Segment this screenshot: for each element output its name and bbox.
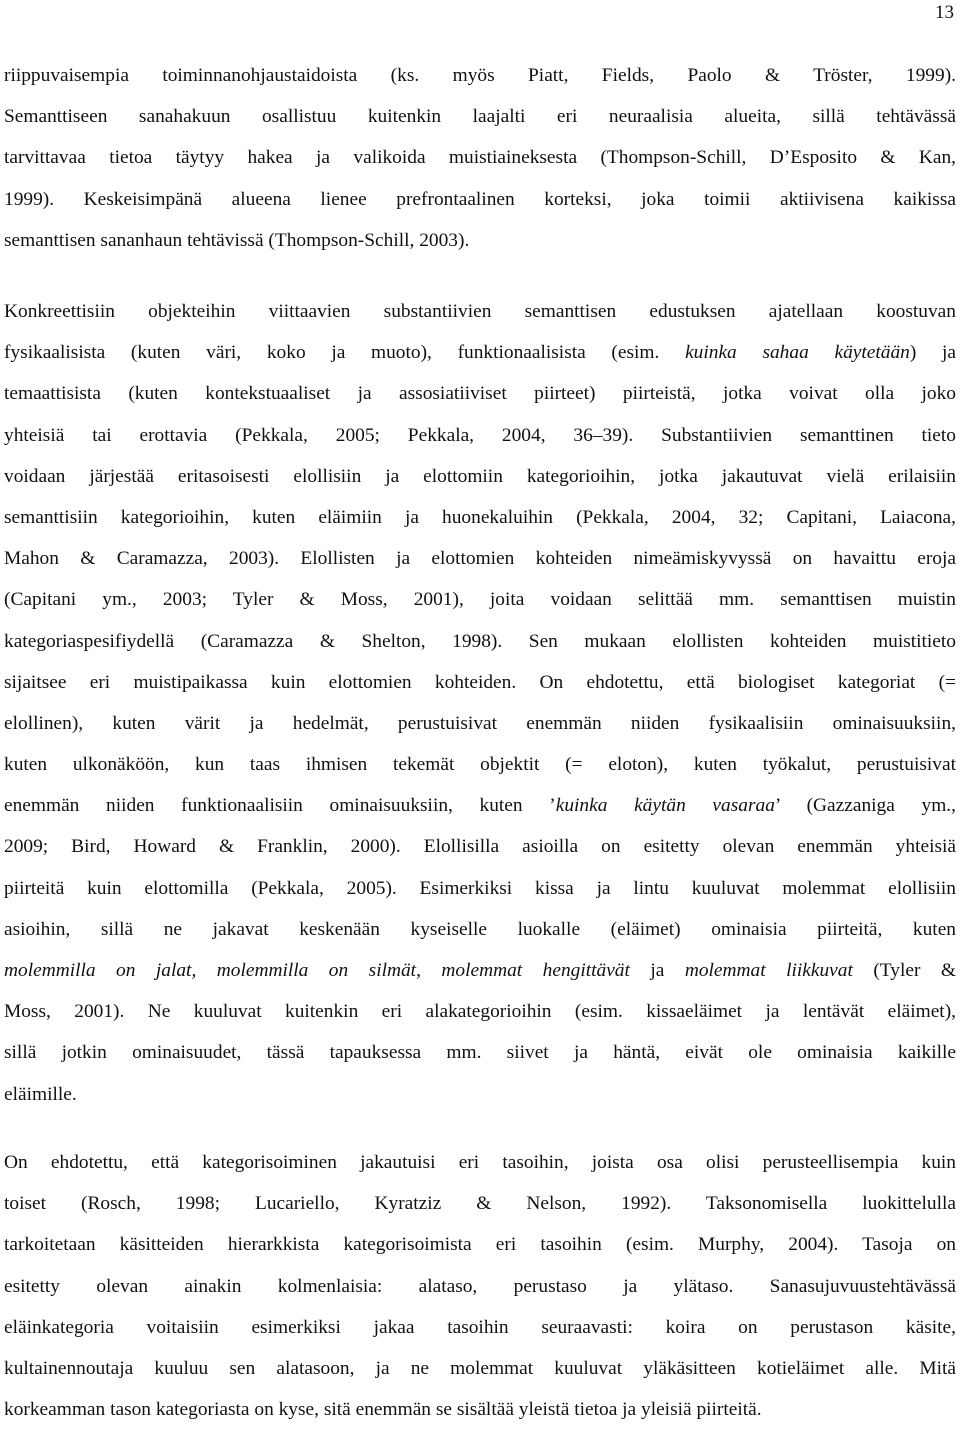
- text-line: [4, 868, 956, 909]
- text-line: [4, 703, 956, 744]
- text-line: [4, 785, 956, 826]
- text-segment: (Tyler &: [852, 960, 956, 981]
- text-segment: temaattisista (kuten kontekstuaaliset ja assosiatiiviset piirteet) piirteistä, jotka voivat olla joko: [4, 383, 956, 405]
- text-segment: piirteitä kuin elottomilla (Pekkala, 2005). Esimerkiksi kissa ja lintu kuuluvat molemmat elollisiin: [4, 877, 956, 899]
- text-line: [4, 662, 956, 703]
- italic-text: kuinka käytän vasaraa: [555, 795, 775, 817]
- text-segment: asioihin, sillä ne jakavat keskenään kyseiselle luokalle (eläimet) ominaisia piirteitä, kuten: [4, 918, 956, 940]
- text-line: [4, 220, 956, 261]
- text-line: [4, 1307, 956, 1348]
- text-line: [4, 538, 956, 579]
- text-segment: elollinen), kuten värit ja hedelmät, perustuisivat enemmän niiden fysikaalisiin ominaisuuksiin,: [4, 712, 956, 734]
- text-segment: tarvittavaa tietoa täytyy hakea ja valikoida muistiaineksesta (Thompson-Schill, D’Esposito & Kan,: [4, 147, 956, 169]
- text-segment: yhteisiä tai erottavia (Pekkala, 2005; Pekkala, 2004, 36–39). Substantiivien semanttinen tieto: [4, 424, 956, 446]
- text-line: [4, 55, 956, 96]
- text-segment: Semanttiseen sanahakuun osallistuu kuitenkin laajalti eri neuraalisia alueita, sillä tehtävässä: [4, 106, 956, 128]
- text-line: [4, 1074, 956, 1115]
- text-line: [4, 1032, 956, 1073]
- italic-text: molemmat liikkuvat: [684, 960, 853, 981]
- text-segment: tarkoitetaan käsitteiden hierarkkista kategorisoimista eri tasoihin (esim. Murphy, 2004). Tasoja on: [4, 1234, 956, 1256]
- text-line: [4, 579, 956, 620]
- text-line: [4, 96, 956, 137]
- text-segment: toiset (Rosch, 1998; Lucariello, Kyratziz & Nelson, 1992). Taksonomisella luokittelulla: [4, 1193, 956, 1215]
- text-segment: semanttisiin kategorioihin, kuten eläimiin ja huonekaluihin (Pekkala, 2004, 32; Capitani, Laiacona,: [4, 506, 956, 528]
- text-line: [4, 373, 956, 414]
- text-segment: kategoriaspesifiydellä (Caramazza & Shelton, 1998). Sen mukaan elollisten kohteiden muistitieto: [4, 630, 956, 652]
- text-line: [4, 179, 956, 220]
- text-line: [4, 909, 956, 950]
- text-segment: eläimille.: [4, 1083, 77, 1105]
- paragraph-1: [4, 55, 956, 261]
- text-line: [4, 1142, 956, 1183]
- paragraph-2: [4, 291, 956, 1115]
- text-segment: korkeamman tason kategoriasta on kyse, sitä enemmän se sisältää yleistä tietoa ja yleisiä piirteitä.: [4, 1399, 762, 1421]
- text-line: [4, 1224, 956, 1265]
- text-line: [4, 621, 956, 662]
- text-segment: enemmän niiden funktionaalisiin ominaisuuksiin, kuten ’: [4, 795, 556, 817]
- text-line: [4, 291, 956, 332]
- text-line: [4, 950, 956, 991]
- text-segment: 1999). Keskeisimpänä alueena lienee prefrontaalinen korteksi, joka toimii aktiivisena kaikissa: [4, 188, 956, 210]
- text-line: [4, 1348, 956, 1389]
- text-segment: riippuvaisempia toiminnanohjaustaidoista (ks. myös Piatt, Fields, Paolo & Tröster, 1999).: [4, 65, 956, 86]
- text-segment: sijaitsee eri muistipaikassa kuin elottomien kohteiden. On ehdotettu, että biologiset kategoriat (=: [4, 671, 956, 693]
- paragraph-3: [4, 1142, 956, 1430]
- text-segment: voidaan järjestää eritasoisesti elollisiin ja elottomiin kategorioihin, jotka jakautuvat vielä erilaisiin: [4, 465, 956, 487]
- text-line: [4, 1266, 956, 1307]
- text-segment: kultainennoutaja kuuluu sen alatasoon, ja ne molemmat kuuluvat yläkäsitteen kotieläimet alle. Mitä: [4, 1357, 956, 1379]
- text-segment: Konkreettisiin objekteihin viittaavien substantiivien semanttisen edustuksen ajatellaan koostuvan: [4, 301, 956, 322]
- text-segment: eläinkategoria voitaisiin esimerkiksi jakaa tasoihin seuraavasti: koira on perustason käsite,: [4, 1316, 956, 1338]
- text-line: [4, 1183, 956, 1224]
- text-segment: ja: [629, 960, 685, 981]
- italic-text: molemmilla on jalat, molemmilla on silmät, molemmat hengittävät: [4, 960, 630, 981]
- text-segment: ) ja: [909, 342, 956, 364]
- text-line: [4, 415, 956, 456]
- text-segment: kuten ulkonäköön, kun taas ihmisen tekemät objektit (= eloton), kuten työkalut, perustuisivat: [4, 754, 956, 776]
- text-segment: fysikaalisista (kuten väri, koko ja muoto), funktionaalisista (esim.: [4, 342, 686, 364]
- text-line: [4, 1389, 956, 1430]
- text-segment: esitetty olevan ainakin kolmenlaisia: alataso, perustaso ja ylätaso. Sanasujuvuustehtävässä: [4, 1275, 956, 1297]
- page-number: 13: [935, 2, 954, 23]
- text-segment: sillä jotkin ominaisuudet, tässä tapauksessa mm. siivet ja häntä, eivät ole ominaisia kaikille: [4, 1042, 956, 1064]
- text-line: [4, 744, 956, 785]
- text-line: [4, 137, 956, 178]
- text-line: [4, 456, 956, 497]
- text-segment: On ehdotettu, että kategorisoiminen jakautuisi eri tasoihin, joista osa olisi perusteellisempia kuin: [4, 1152, 956, 1173]
- text-segment: (Capitani ym., 2003; Tyler & Moss, 2001), joita voidaan selittää mm. semanttisen muistin: [4, 589, 956, 611]
- text-line: [4, 497, 956, 538]
- text-line: [4, 332, 956, 373]
- text-segment: 2009; Bird, Howard & Franklin, 2000). Elollisilla asioilla on esitetty olevan enemmän yhteisiä: [4, 836, 956, 858]
- text-segment: Mahon & Caramazza, 2003). Elollisten ja elottomien kohteiden nimeämiskyvyssä on havaittu eroja: [4, 548, 956, 570]
- text-segment: Moss, 2001). Ne kuuluvat kuitenkin eri alakategorioihin (esim. kissaeläimet ja lentävät eläimet),: [4, 1001, 956, 1023]
- text-line: [4, 826, 956, 867]
- text-line: [4, 991, 956, 1032]
- text-segment: semanttisen sananhaun tehtävissä (Thompson-Schill, 2003).: [4, 229, 470, 251]
- italic-text: kuinka sahaa käytetään: [685, 342, 910, 364]
- text-segment: ’ (Gazzaniga ym.,: [774, 795, 956, 817]
